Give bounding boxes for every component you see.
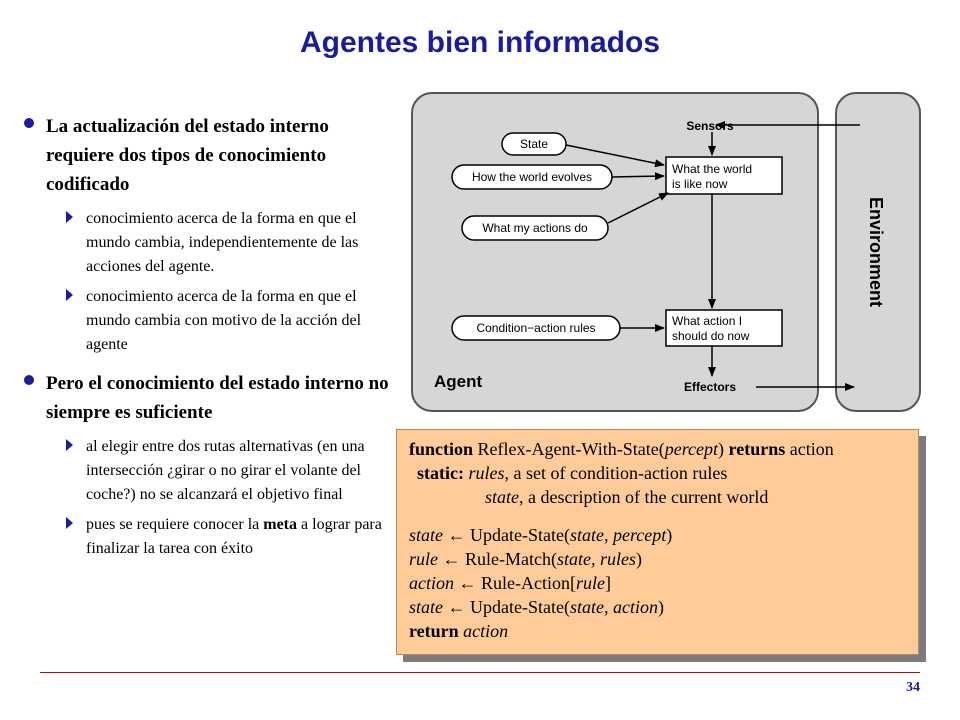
sensors-label: Sensors: [686, 119, 734, 133]
action-choice-text-2: should do now: [672, 329, 750, 343]
action-choice-text-1: What action I: [672, 314, 743, 328]
condition-action-rules-text: Condition−action rules: [476, 321, 596, 335]
algorithm-line: function Reflex-Agent-With-State(percept) returns action: [409, 439, 834, 459]
triangle-bullet-icon: [64, 287, 74, 303]
agent-panel: [412, 93, 818, 411]
world-state-text-1: What the world: [672, 162, 753, 176]
how-world-evolves-text: How the world evolves: [471, 170, 593, 184]
sub-bullet-item: [20, 285, 400, 357]
bullet-item: [20, 112, 400, 199]
footer-divider: [40, 672, 920, 673]
sub-bullet-item: [20, 435, 400, 507]
agent-diagram: [408, 88, 924, 416]
meta-keyword: meta: [263, 516, 298, 533]
page-number: 34: [906, 680, 920, 695]
slide-title: Agentes bien informados: [299, 26, 661, 59]
state-node-text: State: [519, 137, 549, 151]
agent-label: Agent: [434, 372, 483, 391]
algorithm-line: state, a description of the current world: [485, 487, 769, 507]
bullet-dot-icon: [22, 373, 36, 387]
triangle-bullet-icon: [64, 437, 74, 453]
algorithm-line: return action: [409, 621, 509, 641]
environment-label: Environment: [866, 196, 886, 308]
sub-bullet-item: [20, 207, 400, 279]
what-actions-do-text: What my actions do: [482, 221, 588, 235]
sub-bullet-item: [20, 513, 400, 561]
sub-bullet-text: conocimiento acerca de la forma en que el mundo cambia, independientemente de las acciones del agente.: [86, 210, 359, 275]
triangle-bullet-icon: [64, 515, 74, 531]
sub-bullet-text: pues se requiere conocer la meta a lograr para finalizar la tarea con éxito: [86, 516, 382, 557]
algorithm-box: [396, 429, 919, 655]
bullet-item: [20, 369, 400, 427]
sub-bullet-text: al elegir entre dos rutas alternativas (en una intersección ¿girar o no girar el volante del coche?) no se alcanzará el objetivo final: [86, 438, 365, 503]
algorithm-line: static: rules, a set of condition-action rules: [417, 463, 728, 483]
world-state-text-2: is like now: [672, 177, 728, 191]
effectors-label: Effectors: [683, 380, 737, 394]
algorithm-line: state ← Update-State(state, action): [409, 597, 664, 617]
bullet-text: Pero el conocimiento del estado interno no siempre es suficiente: [46, 373, 389, 423]
algorithm-line: state ← Update-State(state, percept): [409, 525, 673, 545]
evolves-to-world-arrow: [612, 176, 664, 177]
algorithm-line: rule ← Rule-Match(state, rules): [409, 549, 642, 569]
bullet-dot-icon: [22, 116, 36, 130]
bullet-text: La actualización del estado interno requiere dos tipos de conocimiento codificado: [46, 116, 329, 195]
triangle-bullet-icon: [64, 209, 74, 225]
sub-bullet-text: conocimiento acerca de la forma en que el mundo cambia con motivo de la acción del agente: [86, 288, 362, 353]
bullet-list: [20, 112, 400, 567]
algorithm-line: action ← Rule-Action[rule]: [409, 573, 611, 593]
